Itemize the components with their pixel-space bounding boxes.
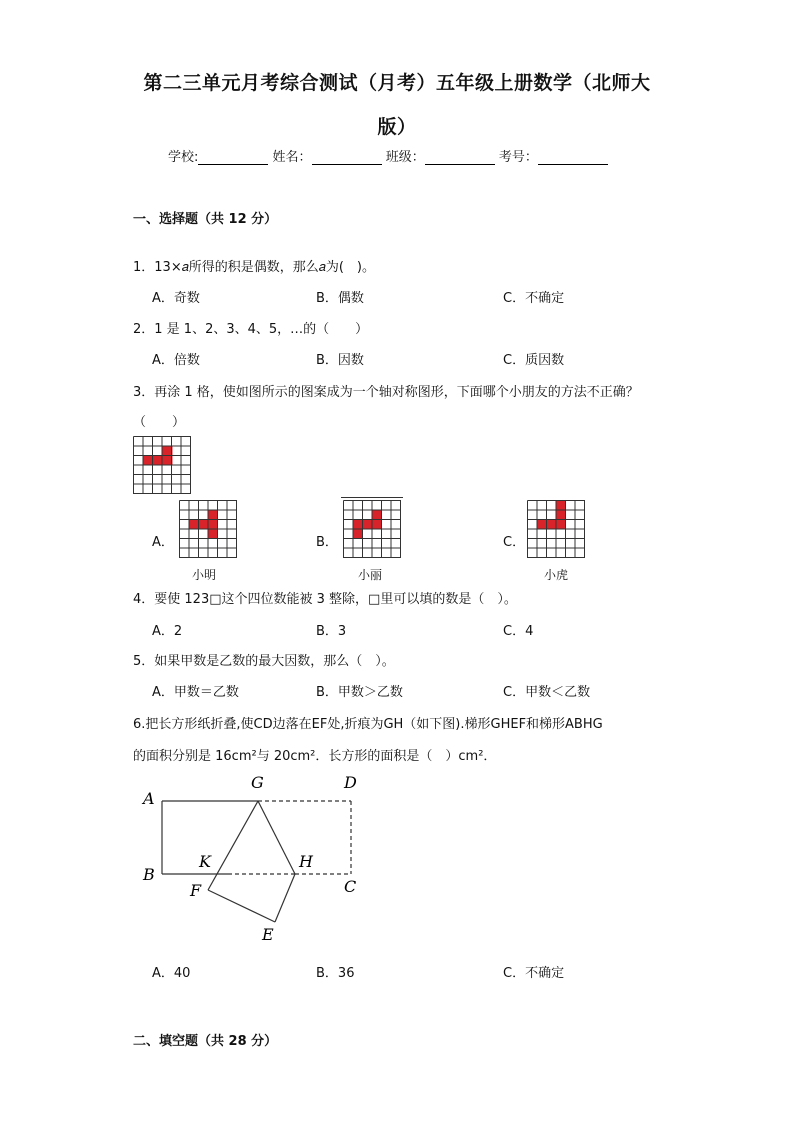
vertex-b: B — [143, 865, 155, 884]
option-c[interactable]: C．4 — [503, 624, 534, 639]
fold-gh — [258, 801, 295, 874]
name-label: 姓名： — [272, 150, 312, 165]
section-heading: 二、填空题（共 28 分） — [133, 1034, 278, 1049]
page-title-line2: 版） — [377, 116, 417, 138]
vertex-g: G — [251, 773, 264, 792]
edge-eh — [275, 874, 295, 922]
option-b[interactable]: B．甲数＞乙数 — [316, 685, 403, 700]
exam-number-label: 考号： — [498, 150, 538, 165]
vertex-a: A — [143, 789, 155, 808]
option-a[interactable]: A．倍数 — [152, 353, 200, 368]
option-b[interactable]: B．因数 — [316, 353, 364, 368]
exam-number-field[interactable] — [538, 150, 608, 165]
vertex-k: K — [199, 852, 211, 871]
option-b-name: 小丽 — [358, 568, 383, 582]
edge-gf — [208, 801, 258, 890]
class-label: 班级： — [385, 150, 425, 165]
question-stem: 1．13×𝑎所得的积是偶数，那么𝑎为( )。 — [133, 260, 375, 275]
section-heading: 一、选择题（共 12 分） — [133, 212, 278, 227]
vertex-f: F — [190, 881, 202, 900]
option-a[interactable]: A．40 — [152, 966, 191, 981]
option-a-name: 小明 — [192, 568, 217, 582]
question-stem: 3．再涂 1 格，使如图所示的图案成为一个轴对称图形，下面哪个小朋友的方法不正确？ — [133, 385, 639, 400]
question-stem-continued: （ ） — [133, 415, 186, 430]
option-a[interactable]: A．2 — [152, 624, 183, 639]
question-stem: 2．1 是 1、2、3、4、5，…的（ ） — [133, 322, 369, 337]
info-line — [168, 146, 608, 165]
vertex-h: H — [299, 852, 313, 871]
option-b[interactable]: B．36 — [316, 966, 355, 981]
name-field[interactable] — [312, 150, 382, 165]
school-label: 学校: — [168, 150, 199, 165]
option-b[interactable]: B． — [316, 535, 338, 550]
option-c[interactable]: C． — [503, 535, 526, 550]
option-b[interactable]: B．3 — [316, 624, 347, 639]
school-field[interactable] — [198, 150, 268, 165]
option-a[interactable]: A．奇数 — [152, 291, 200, 306]
vertex-e: E — [262, 925, 274, 944]
option-c[interactable]: C．质因数 — [503, 353, 565, 368]
option-c-name: 小虎 — [544, 568, 569, 582]
question-stem: 5．如果甲数是乙数的最大因数，那么（ ）。 — [133, 654, 395, 669]
grid-figure-option-a — [179, 500, 239, 560]
vertex-d: D — [344, 773, 357, 792]
option-b[interactable]: B．偶数 — [316, 291, 364, 306]
grid-figure-original — [133, 436, 193, 496]
question-stem-continued: 的面积分别是 16cm²与 20cm²．长方形的面积是（ ）cm²． — [133, 749, 497, 764]
edge-fe — [208, 890, 275, 922]
grid-figure-option-b — [341, 497, 403, 560]
vertex-c: C — [344, 877, 357, 896]
folded-rectangle-figure — [135, 770, 370, 950]
class-field[interactable] — [425, 150, 495, 165]
page-title-line1: 第二三单元月考综合测试（月考）五年级上册数学（北师大 — [143, 72, 651, 94]
grid-figure-option-c — [527, 500, 587, 560]
option-c[interactable]: C．甲数＜乙数 — [503, 685, 591, 700]
question-stem: 4．要使 123□这个四位数能被 3 整除，□里可以填的数是（ ）。 — [133, 592, 517, 607]
option-c[interactable]: C．不确定 — [503, 291, 565, 306]
option-a[interactable]: A．甲数＝乙数 — [152, 685, 239, 700]
option-c[interactable]: C．不确定 — [503, 966, 565, 981]
option-a[interactable]: A． — [152, 535, 174, 550]
question-stem: 6.把长方形纸折叠,使CD边落在EF处,折痕为GH（如下图).梯形GHEF和梯形ABHG — [133, 717, 603, 732]
